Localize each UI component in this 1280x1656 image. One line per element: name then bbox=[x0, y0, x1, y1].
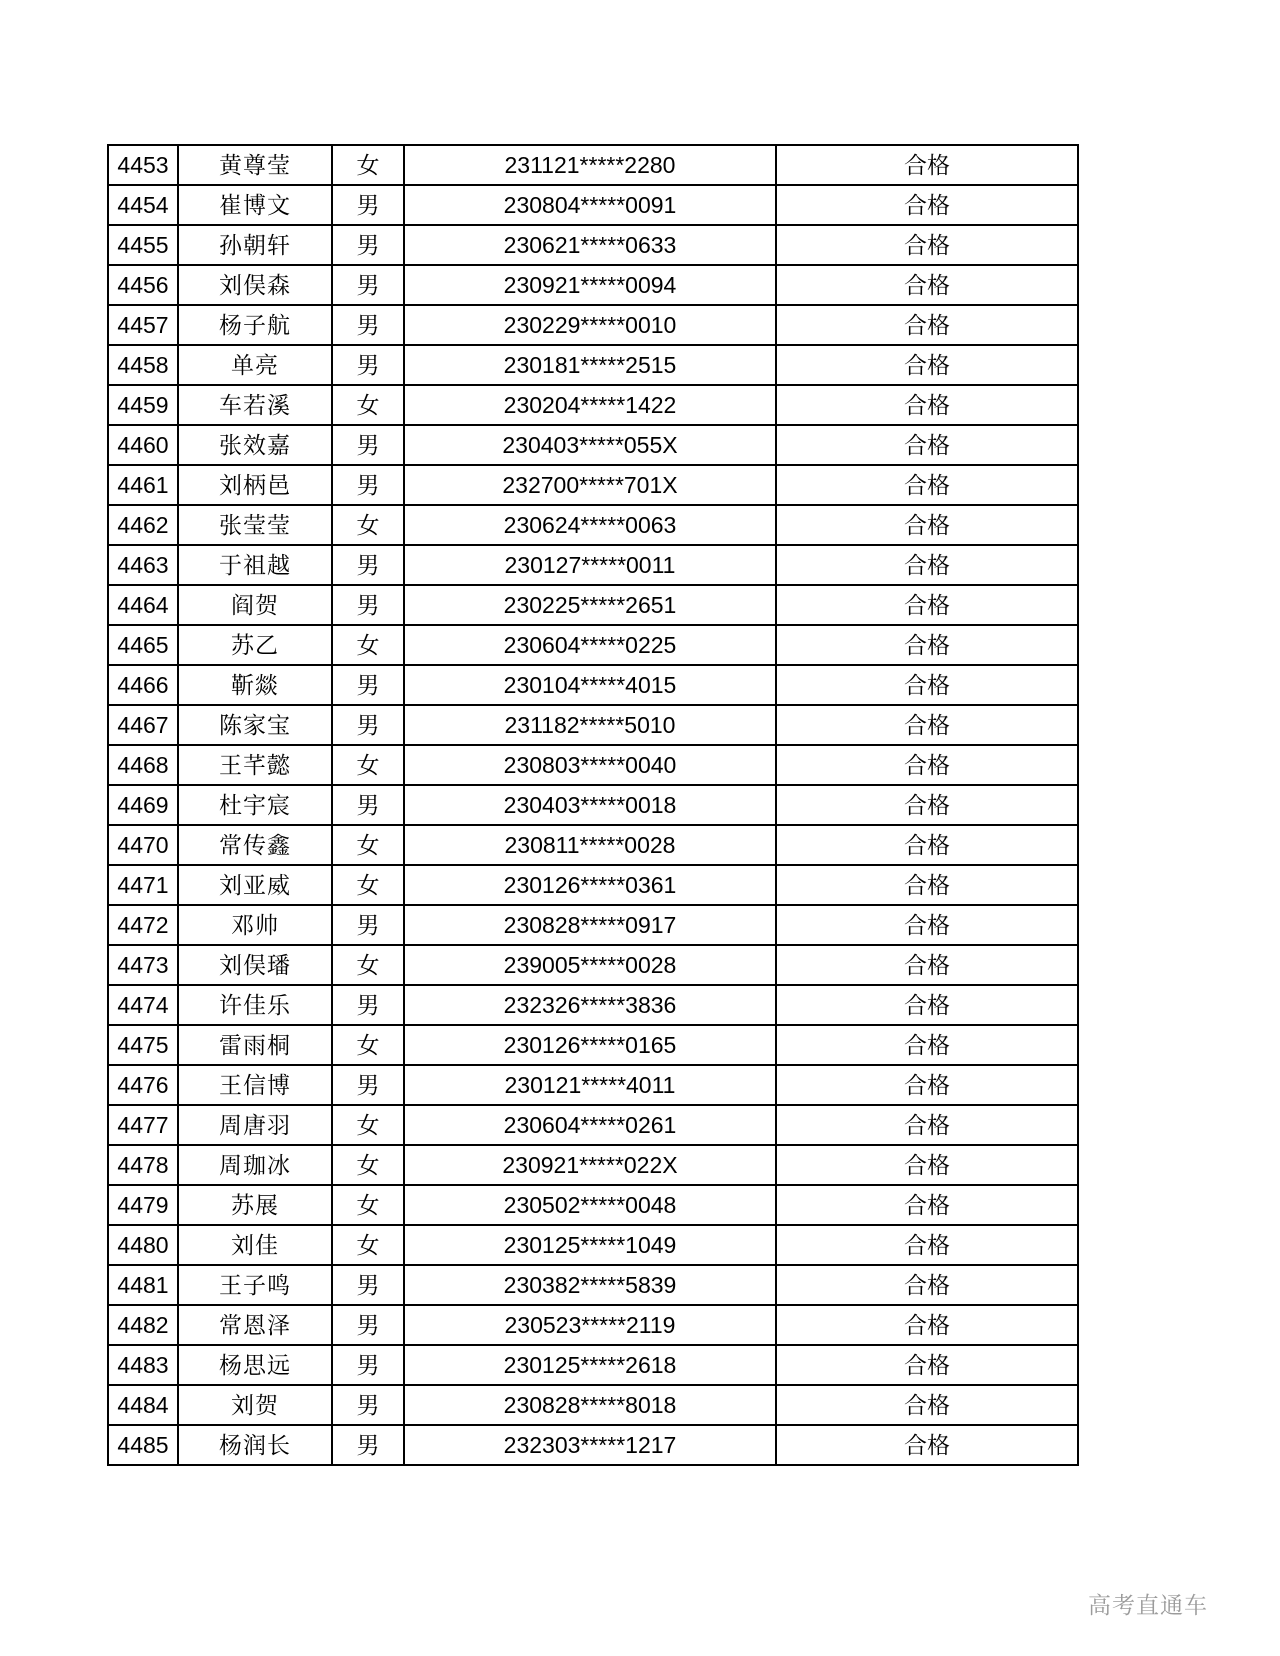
cell-name: 刘俣森 bbox=[178, 265, 332, 305]
cell-no: 4478 bbox=[108, 1145, 178, 1185]
cell-name: 张效嘉 bbox=[178, 425, 332, 465]
table-row bbox=[108, 225, 1078, 265]
cell-id: 230828*****0917 bbox=[404, 905, 776, 945]
cell-result: 合格 bbox=[776, 145, 1078, 185]
cell-gender: 男 bbox=[332, 265, 404, 305]
cell-gender: 女 bbox=[332, 1225, 404, 1265]
cell-name: 王芊懿 bbox=[178, 745, 332, 785]
cell-name: 雷雨桐 bbox=[178, 1025, 332, 1065]
cell-gender: 男 bbox=[332, 585, 404, 625]
table-row bbox=[108, 985, 1078, 1025]
cell-no: 4458 bbox=[108, 345, 178, 385]
cell-gender: 女 bbox=[332, 1025, 404, 1065]
cell-id: 232700*****701X bbox=[404, 465, 776, 505]
table-row bbox=[108, 945, 1078, 985]
table-row bbox=[108, 305, 1078, 345]
cell-no: 4456 bbox=[108, 265, 178, 305]
table-row bbox=[108, 1385, 1078, 1425]
cell-name: 张莹莹 bbox=[178, 505, 332, 545]
cell-name: 杜宇宸 bbox=[178, 785, 332, 825]
cell-gender: 男 bbox=[332, 305, 404, 345]
cell-result: 合格 bbox=[776, 865, 1078, 905]
cell-id: 230921*****0094 bbox=[404, 265, 776, 305]
cell-id: 230624*****0063 bbox=[404, 505, 776, 545]
cell-no: 4471 bbox=[108, 865, 178, 905]
cell-gender: 男 bbox=[332, 1065, 404, 1105]
cell-result: 合格 bbox=[776, 1385, 1078, 1425]
cell-id: 230403*****055X bbox=[404, 425, 776, 465]
cell-no: 4460 bbox=[108, 425, 178, 465]
cell-no: 4467 bbox=[108, 705, 178, 745]
table-row bbox=[108, 265, 1078, 305]
cell-name: 邓帅 bbox=[178, 905, 332, 945]
table-row bbox=[108, 585, 1078, 625]
cell-gender: 男 bbox=[332, 785, 404, 825]
cell-gender: 女 bbox=[332, 825, 404, 865]
cell-result: 合格 bbox=[776, 785, 1078, 825]
cell-name: 靳燚 bbox=[178, 665, 332, 705]
cell-result: 合格 bbox=[776, 1065, 1078, 1105]
table-row bbox=[108, 825, 1078, 865]
table-row bbox=[108, 865, 1078, 905]
table-row bbox=[108, 1065, 1078, 1105]
cell-id: 230225*****2651 bbox=[404, 585, 776, 625]
table-row bbox=[108, 625, 1078, 665]
cell-no: 4469 bbox=[108, 785, 178, 825]
cell-name: 王子鸣 bbox=[178, 1265, 332, 1305]
cell-gender: 男 bbox=[332, 665, 404, 705]
table-row bbox=[108, 1265, 1078, 1305]
results-table-body bbox=[108, 145, 1078, 1465]
cell-name: 许佳乐 bbox=[178, 985, 332, 1025]
cell-result: 合格 bbox=[776, 625, 1078, 665]
cell-gender: 女 bbox=[332, 865, 404, 905]
cell-no: 4477 bbox=[108, 1105, 178, 1145]
table-row bbox=[108, 1145, 1078, 1185]
cell-name: 刘柄邑 bbox=[178, 465, 332, 505]
cell-id: 232326*****3836 bbox=[404, 985, 776, 1025]
cell-no: 4466 bbox=[108, 665, 178, 705]
cell-id: 230621*****0633 bbox=[404, 225, 776, 265]
watermark-text: 高考直通车 bbox=[1088, 1592, 1208, 1618]
cell-gender: 男 bbox=[332, 1345, 404, 1385]
cell-no: 4468 bbox=[108, 745, 178, 785]
cell-no: 4482 bbox=[108, 1305, 178, 1345]
cell-no: 4472 bbox=[108, 905, 178, 945]
cell-id: 230121*****4011 bbox=[404, 1065, 776, 1105]
cell-no: 4461 bbox=[108, 465, 178, 505]
cell-name: 刘俣璠 bbox=[178, 945, 332, 985]
cell-result: 合格 bbox=[776, 1265, 1078, 1305]
cell-no: 4454 bbox=[108, 185, 178, 225]
results-table-container bbox=[107, 144, 1075, 1466]
cell-gender: 男 bbox=[332, 1265, 404, 1305]
cell-name: 刘亚威 bbox=[178, 865, 332, 905]
table-row bbox=[108, 185, 1078, 225]
cell-result: 合格 bbox=[776, 185, 1078, 225]
cell-no: 4475 bbox=[108, 1025, 178, 1065]
cell-no: 4465 bbox=[108, 625, 178, 665]
cell-id: 230403*****0018 bbox=[404, 785, 776, 825]
cell-gender: 女 bbox=[332, 1185, 404, 1225]
cell-id: 230382*****5839 bbox=[404, 1265, 776, 1305]
cell-result: 合格 bbox=[776, 985, 1078, 1025]
cell-name: 刘贺 bbox=[178, 1385, 332, 1425]
cell-id: 230921*****022X bbox=[404, 1145, 776, 1185]
cell-result: 合格 bbox=[776, 825, 1078, 865]
table-row bbox=[108, 1225, 1078, 1265]
cell-gender: 女 bbox=[332, 505, 404, 545]
cell-result: 合格 bbox=[776, 345, 1078, 385]
cell-name: 陈家宝 bbox=[178, 705, 332, 745]
cell-id: 230803*****0040 bbox=[404, 745, 776, 785]
cell-name: 苏展 bbox=[178, 1185, 332, 1225]
cell-gender: 男 bbox=[332, 905, 404, 945]
cell-gender: 男 bbox=[332, 545, 404, 585]
cell-id: 230127*****0011 bbox=[404, 545, 776, 585]
table-row bbox=[108, 1185, 1078, 1225]
cell-name: 杨子航 bbox=[178, 305, 332, 345]
cell-gender: 男 bbox=[332, 1385, 404, 1425]
table-row bbox=[108, 705, 1078, 745]
cell-name: 黄尊莹 bbox=[178, 145, 332, 185]
cell-result: 合格 bbox=[776, 705, 1078, 745]
cell-name: 刘佳 bbox=[178, 1225, 332, 1265]
cell-id: 230125*****2618 bbox=[404, 1345, 776, 1385]
cell-result: 合格 bbox=[776, 225, 1078, 265]
cell-gender: 男 bbox=[332, 345, 404, 385]
table-row bbox=[108, 385, 1078, 425]
cell-result: 合格 bbox=[776, 505, 1078, 545]
cell-name: 杨思远 bbox=[178, 1345, 332, 1385]
cell-name: 王信博 bbox=[178, 1065, 332, 1105]
cell-no: 4463 bbox=[108, 545, 178, 585]
cell-id: 230811*****0028 bbox=[404, 825, 776, 865]
cell-id: 230502*****0048 bbox=[404, 1185, 776, 1225]
cell-gender: 男 bbox=[332, 225, 404, 265]
cell-name: 车若溪 bbox=[178, 385, 332, 425]
cell-result: 合格 bbox=[776, 265, 1078, 305]
cell-gender: 女 bbox=[332, 625, 404, 665]
cell-result: 合格 bbox=[776, 305, 1078, 345]
cell-id: 230181*****2515 bbox=[404, 345, 776, 385]
cell-id: 230804*****0091 bbox=[404, 185, 776, 225]
cell-name: 于祖越 bbox=[178, 545, 332, 585]
cell-id: 230604*****0225 bbox=[404, 625, 776, 665]
cell-gender: 男 bbox=[332, 705, 404, 745]
table-row bbox=[108, 145, 1078, 185]
cell-name: 常传鑫 bbox=[178, 825, 332, 865]
cell-name: 周珈冰 bbox=[178, 1145, 332, 1185]
cell-gender: 女 bbox=[332, 745, 404, 785]
cell-gender: 男 bbox=[332, 465, 404, 505]
cell-no: 4479 bbox=[108, 1185, 178, 1225]
cell-id: 232303*****1217 bbox=[404, 1425, 776, 1465]
cell-gender: 女 bbox=[332, 385, 404, 425]
cell-id: 231121*****2280 bbox=[404, 145, 776, 185]
cell-no: 4484 bbox=[108, 1385, 178, 1425]
table-row bbox=[108, 545, 1078, 585]
table-row bbox=[108, 465, 1078, 505]
cell-result: 合格 bbox=[776, 905, 1078, 945]
table-row bbox=[108, 1345, 1078, 1385]
cell-no: 4455 bbox=[108, 225, 178, 265]
cell-name: 阎贺 bbox=[178, 585, 332, 625]
cell-gender: 女 bbox=[332, 1105, 404, 1145]
cell-result: 合格 bbox=[776, 545, 1078, 585]
cell-id: 230604*****0261 bbox=[404, 1105, 776, 1145]
cell-name: 常恩泽 bbox=[178, 1305, 332, 1345]
cell-no: 4474 bbox=[108, 985, 178, 1025]
table-row bbox=[108, 345, 1078, 385]
cell-no: 4483 bbox=[108, 1345, 178, 1385]
table-row bbox=[108, 1425, 1078, 1465]
cell-id: 230229*****0010 bbox=[404, 305, 776, 345]
cell-result: 合格 bbox=[776, 665, 1078, 705]
table-row bbox=[108, 1305, 1078, 1345]
cell-id: 231182*****5010 bbox=[404, 705, 776, 745]
cell-result: 合格 bbox=[776, 1025, 1078, 1065]
cell-no: 4462 bbox=[108, 505, 178, 545]
cell-gender: 女 bbox=[332, 945, 404, 985]
table-row bbox=[108, 505, 1078, 545]
cell-no: 4473 bbox=[108, 945, 178, 985]
cell-id: 230126*****0361 bbox=[404, 865, 776, 905]
table-row bbox=[108, 905, 1078, 945]
cell-result: 合格 bbox=[776, 1225, 1078, 1265]
cell-gender: 男 bbox=[332, 985, 404, 1025]
cell-no: 4470 bbox=[108, 825, 178, 865]
cell-gender: 女 bbox=[332, 145, 404, 185]
cell-result: 合格 bbox=[776, 1425, 1078, 1465]
cell-result: 合格 bbox=[776, 385, 1078, 425]
cell-result: 合格 bbox=[776, 1105, 1078, 1145]
cell-gender: 男 bbox=[332, 185, 404, 225]
cell-id: 230126*****0165 bbox=[404, 1025, 776, 1065]
cell-result: 合格 bbox=[776, 1145, 1078, 1185]
cell-gender: 男 bbox=[332, 425, 404, 465]
cell-result: 合格 bbox=[776, 425, 1078, 465]
cell-name: 杨润长 bbox=[178, 1425, 332, 1465]
cell-no: 4459 bbox=[108, 385, 178, 425]
cell-result: 合格 bbox=[776, 1305, 1078, 1345]
cell-gender: 男 bbox=[332, 1305, 404, 1345]
cell-no: 4476 bbox=[108, 1065, 178, 1105]
table-row bbox=[108, 665, 1078, 705]
cell-gender: 男 bbox=[332, 1425, 404, 1465]
cell-no: 4453 bbox=[108, 145, 178, 185]
cell-result: 合格 bbox=[776, 745, 1078, 785]
cell-no: 4457 bbox=[108, 305, 178, 345]
cell-id: 230523*****2119 bbox=[404, 1305, 776, 1345]
cell-result: 合格 bbox=[776, 465, 1078, 505]
table-row bbox=[108, 1105, 1078, 1145]
cell-id: 239005*****0028 bbox=[404, 945, 776, 985]
cell-id: 230828*****8018 bbox=[404, 1385, 776, 1425]
table-row bbox=[108, 425, 1078, 465]
cell-no: 4480 bbox=[108, 1225, 178, 1265]
table-row bbox=[108, 1025, 1078, 1065]
cell-no: 4485 bbox=[108, 1425, 178, 1465]
cell-id: 230125*****1049 bbox=[404, 1225, 776, 1265]
cell-no: 4464 bbox=[108, 585, 178, 625]
cell-result: 合格 bbox=[776, 945, 1078, 985]
cell-no: 4481 bbox=[108, 1265, 178, 1305]
cell-result: 合格 bbox=[776, 1345, 1078, 1385]
cell-name: 周唐羽 bbox=[178, 1105, 332, 1145]
cell-result: 合格 bbox=[776, 1185, 1078, 1225]
cell-id: 230104*****4015 bbox=[404, 665, 776, 705]
cell-result: 合格 bbox=[776, 585, 1078, 625]
cell-name: 苏乙 bbox=[178, 625, 332, 665]
cell-name: 单亮 bbox=[178, 345, 332, 385]
cell-name: 崔博文 bbox=[178, 185, 332, 225]
cell-id: 230204*****1422 bbox=[404, 385, 776, 425]
results-table bbox=[107, 144, 1079, 1466]
table-row bbox=[108, 785, 1078, 825]
cell-gender: 女 bbox=[332, 1145, 404, 1185]
table-row bbox=[108, 745, 1078, 785]
cell-name: 孙朝轩 bbox=[178, 225, 332, 265]
